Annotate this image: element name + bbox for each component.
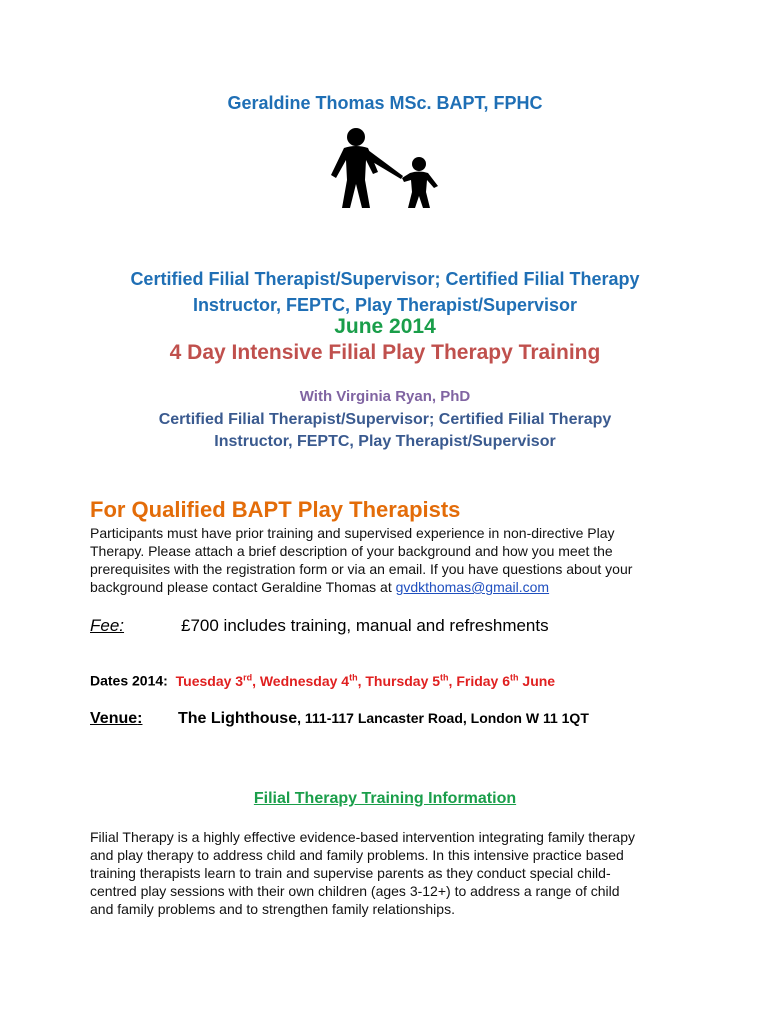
fee-label: Fee: [90, 616, 125, 635]
venue-label-text: Venue [90, 710, 138, 727]
date-day3: , Thursday 5 [357, 672, 441, 689]
parent-child-silhouette-icon [318, 128, 458, 210]
date-day3-suffix: th [440, 672, 449, 682]
dates-colon: : [163, 672, 168, 689]
co-trainer-credentials-line2: Instructor, FEPTC, Play Therapist/Supervisor [214, 433, 556, 450]
contact-email-link[interactable]: gvdkthomas@gmail.com [395, 579, 550, 595]
qualified-line4 [90, 578, 690, 596]
info-line1: Filial Therapy is a highly effective evidence-based intervention integrating family therapy [90, 829, 636, 845]
date-day4-suffix: th [510, 672, 519, 682]
co-trainer-credentials-line1: Certified Filial Therapist/Supervisor; Certified Filial Therapy [158, 411, 612, 428]
venue-name: The Lighthouse [178, 710, 298, 727]
qualified-line2: Therapy. Please attach a brief description of your background and how you meet the [90, 543, 613, 559]
event-title: 4 Day Intensive Filial Play Therapy Training [169, 341, 601, 364]
trainer-name: Geraldine Thomas MSc. BAPT, FPHC [227, 93, 543, 113]
date-day2: , Wednesday 4 [252, 672, 350, 689]
dates-list [176, 673, 555, 689]
venue-label [90, 710, 142, 728]
date-month: June [518, 672, 556, 689]
fee-value: £700 includes training, manual and refreshments [181, 616, 549, 635]
info-description [90, 828, 690, 918]
trainer-credentials-line2: Instructor, FEPTC, Play Therapist/Supervisor [192, 295, 578, 315]
co-trainer-credentials [0, 409, 770, 453]
info-title: Filial Therapy Training Information [253, 790, 517, 807]
trainer-credentials [0, 266, 770, 318]
date-day4: , Friday 6 [448, 672, 511, 689]
dates-label: Dates 2014 [90, 672, 164, 689]
qualified-line1: Participants must have prior training and supervised experience in non-directive Play [90, 525, 615, 541]
date-day2-suffix: th [349, 672, 358, 682]
date-day1: Tuesday 3 [175, 672, 244, 689]
venue-colon: : [137, 710, 143, 727]
info-line2: and play therapy to address child and family problems. In this intensive practice based [90, 847, 624, 863]
co-trainer: With Virginia Ryan, PhD [299, 388, 471, 405]
qualified-description [90, 524, 690, 596]
trainer-credentials-line1: Certified Filial Therapist/Supervisor; Certified Filial Therapy [130, 269, 640, 289]
venue-address: , 111-117 Lancaster Road, London W 11 1QT [297, 710, 589, 726]
qualified-heading: For Qualified BAPT Play Therapists [90, 497, 461, 522]
qualified-line3: prerequisites with the registration form or via an email. If you have questions about your [90, 561, 633, 577]
event-month: June 2014 [334, 315, 436, 338]
venue-value [178, 710, 589, 728]
info-line4: centred play sessions with their own children (ages 3-12+) to address a range of child [90, 883, 620, 899]
info-line5: and family problems and to strengthen family relationships. [90, 901, 455, 917]
date-day1-suffix: rd [243, 672, 253, 682]
dates-line [90, 672, 555, 689]
qualified-line4-text: background please contact Geraldine Thomas at [90, 579, 396, 595]
info-line3: training therapists learn to train and supervise parents as they conduct special child- [90, 865, 611, 881]
